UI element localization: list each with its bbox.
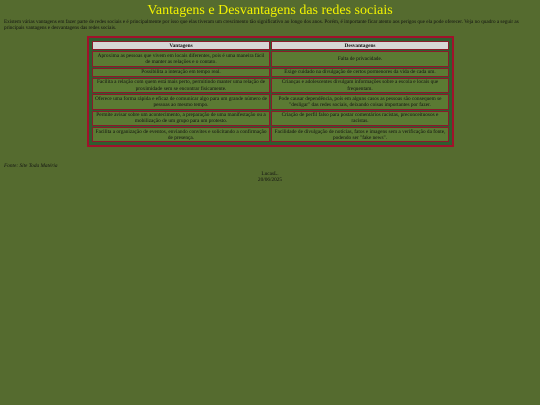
- advantage-cell: Facilita a organização de eventos, enviando convites e solicitando a confirmação de presença.: [92, 127, 270, 142]
- table-row: [92, 51, 449, 66]
- table-row: [92, 68, 449, 77]
- table-row: [92, 111, 449, 126]
- table-row: [92, 78, 449, 93]
- advantage-cell: Permite avisar sobre um acontecimento, a preparação de uma manifestação ou a mobilização de um grupo para um protesto.: [92, 111, 270, 126]
- author-name: LucasL.: [261, 171, 279, 177]
- disadvantage-cell: Crianças e adolescentes divulgam informações sobre a escola e locais que frequentam.: [271, 78, 449, 93]
- advantage-cell: Possibilita a interação em tempo real.: [92, 68, 270, 77]
- header-advantages: Vantagens: [92, 41, 270, 50]
- page-title: Vantagens e Desvantagens das redes sociais: [147, 3, 393, 18]
- header-disadvantages: Desvantagens: [271, 41, 449, 50]
- source-caption: Fonte: Site Toda Matéria: [4, 163, 58, 169]
- disadvantage-cell: Facilidade de divulgação de notícias, fatos e imagens sem a verificação da fonte, podendo ser "fake news".: [271, 127, 449, 142]
- table-row: [92, 94, 449, 109]
- advantage-cell: Aproxima as pessoas que vivem em locais diferentes, pois é uma maneira fácil de manter as relações e o contato.: [92, 51, 270, 66]
- comparison-table: [91, 40, 450, 143]
- advantage-cell: Facilita a relação com quem está mais perto, permitindo manter uma relação de proximidade sem se encontrar fisicamente.: [92, 78, 270, 93]
- disadvantage-cell: Falta de privacidade.: [271, 51, 449, 66]
- disadvantage-cell: Exige cuidado na divulgação de certos pormenores da vida de cada um.: [271, 68, 449, 77]
- intro-paragraph: Existem várias vantagens em fazer parte de redes sociais e é principalmente por isso que elas tiveram um crescimento tão significativo ao longo dos anos. Porém, é importante ficar atento aos perigos que ela pode oferecer. Veja no quadro a seguir as principais vantagens e desvantagens das redes sociais.: [4, 19, 519, 32]
- advantage-cell: Oferece uma forma rápida e eficaz de comunicar algo para um grande número de pessoas ao mesmo tempo.: [92, 94, 270, 109]
- disadvantage-cell: Criação de perfil falso para postar comentários racistas, preconceituosos e racistas.: [271, 111, 449, 126]
- comparison-table-frame: [87, 36, 454, 147]
- page-footer: [0, 171, 540, 183]
- publish-date: 20/06/2025: [257, 177, 283, 184]
- table-header-row: [92, 41, 449, 50]
- table-row: [92, 127, 449, 142]
- disadvantage-cell: Pode causar dependência, pois em alguns casos as pessoas são consequem se "desligar" das redes sociais, deixando coisas importantes por fazer.: [271, 94, 449, 109]
